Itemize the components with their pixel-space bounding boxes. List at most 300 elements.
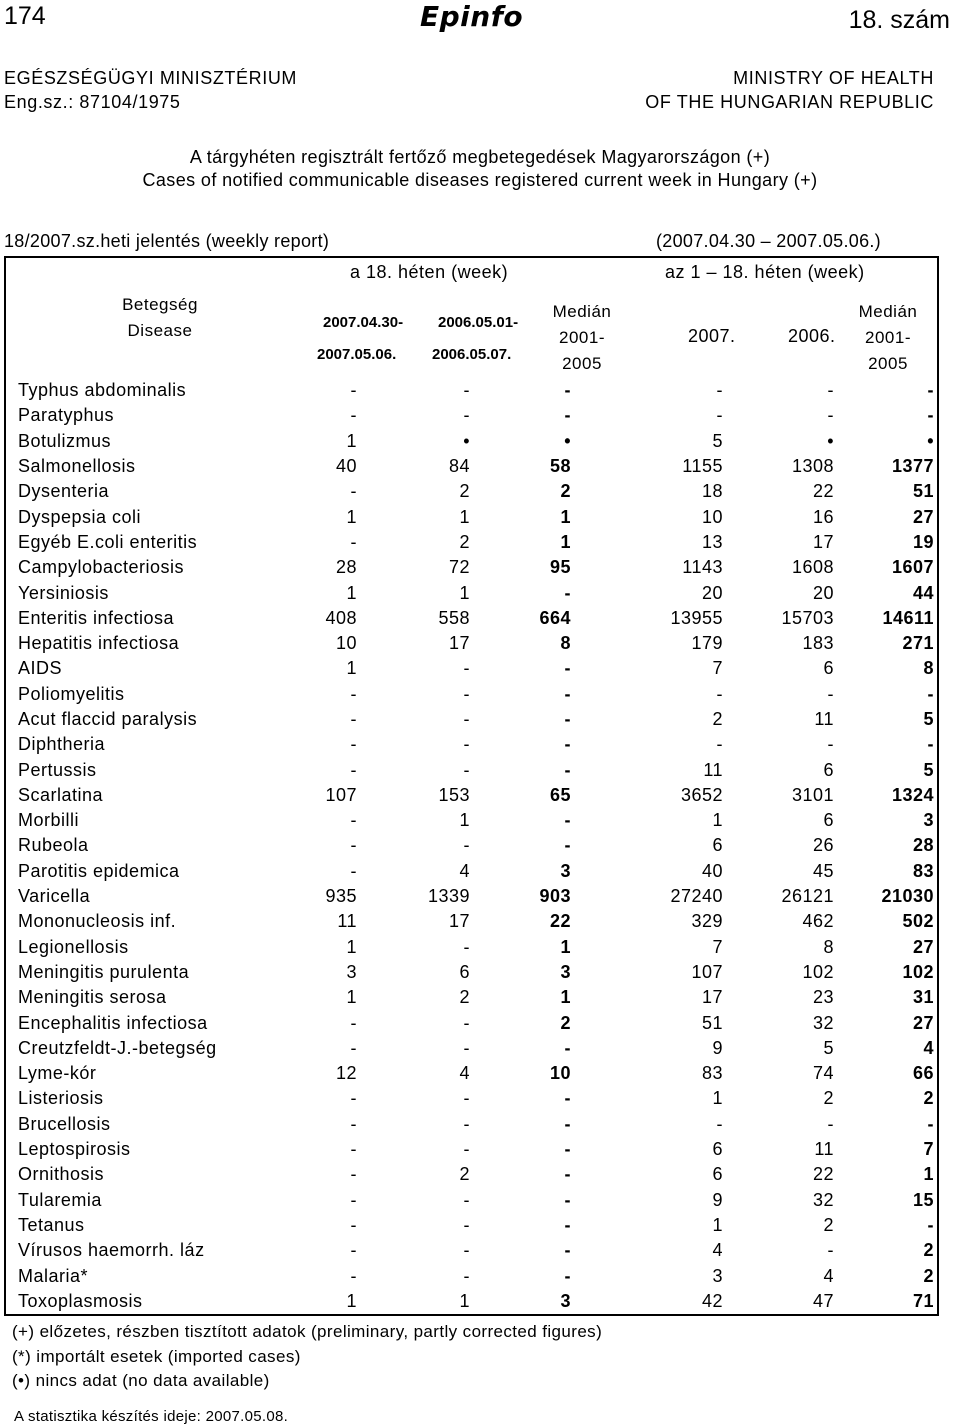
cell-week-2007: 40 — [335, 456, 357, 477]
table-row — [6, 783, 934, 808]
table-row — [6, 656, 934, 681]
cell-cum-2007: 107 — [691, 961, 723, 982]
cell-cum-2006: 26121 — [781, 886, 834, 907]
cell-week-2006: - — [463, 658, 470, 679]
ministry-hu: EGÉSZSÉGÜGYI MINISZTÉRIUM — [4, 68, 298, 88]
disease-name: Typhus abdominalis — [18, 380, 187, 401]
cell-week-median: - — [564, 759, 571, 780]
cell-week-median: - — [564, 1037, 571, 1058]
cell-week-2006: - — [463, 1088, 470, 1109]
disease-name: Vírusos haemorrh. láz — [18, 1240, 205, 1261]
cell-week-2006: - — [463, 1037, 470, 1058]
cell-week-2007: - — [350, 860, 357, 881]
cell-week-2007: - — [350, 1113, 357, 1134]
table-row — [6, 606, 934, 631]
cell-week-median: - — [564, 1139, 571, 1160]
disease-name: Egyéb E.coli enteritis — [18, 531, 198, 552]
note-imported: (*) importált esetek (imported cases) — [12, 1347, 301, 1366]
cell-week-2006: - — [463, 405, 470, 426]
table-row — [6, 1188, 934, 1213]
col-week-2006-start: 2006.05.01- — [438, 314, 519, 331]
cell-cum-2006: 20 — [812, 582, 834, 603]
median-years-end: 2005 — [868, 354, 908, 373]
group-header-cumulative: az 1 – 18. héten (week) — [665, 262, 865, 282]
cell-cum-2007: 17 — [701, 987, 723, 1008]
cell-cum-median: - — [927, 380, 934, 401]
cell-week-2006: 17 — [448, 633, 470, 654]
cell-week-2006: - — [463, 936, 470, 957]
cell-week-2007: 1 — [346, 430, 357, 451]
cell-week-median: 1 — [560, 506, 571, 527]
cell-cum-median: 71 — [912, 1290, 934, 1311]
disease-name: Hepatitis infectiosa — [18, 633, 180, 654]
cell-cum-2006: • — [827, 430, 834, 451]
disease-name: Botulizmus — [18, 430, 112, 451]
cell-cum-median: - — [927, 734, 934, 755]
cell-cum-median: 21030 — [881, 886, 934, 907]
median-label: Medián — [858, 302, 918, 321]
disease-header-hu: Betegség — [122, 295, 198, 314]
cell-week-2007: 107 — [325, 784, 357, 805]
cell-cum-median: 3 — [923, 810, 934, 831]
cell-week-2007: - — [350, 481, 357, 502]
disease-name: Brucellosis — [18, 1113, 111, 1134]
table-row — [6, 479, 934, 504]
table-row — [6, 1162, 934, 1187]
note-preliminary: (+) előzetes, részben tisztított adatok (preliminary, partly corrected figures) — [12, 1322, 603, 1341]
cell-week-2006: - — [463, 1214, 470, 1235]
col-week-2007-end: 2007.05.06. — [317, 346, 397, 363]
cell-cum-median: 502 — [902, 911, 934, 932]
cell-week-median: 1 — [560, 936, 571, 957]
cell-week-2007: - — [350, 1037, 357, 1058]
table-row — [6, 429, 934, 454]
ministry-en-line1: MINISTRY OF HEALTH — [733, 68, 934, 88]
disease-name: Poliomyelitis — [18, 683, 125, 704]
disease-name: Parotitis epidemica — [18, 860, 180, 881]
cell-cum-2006: 23 — [812, 987, 834, 1008]
epinfo-logo: Epinfo — [420, 0, 524, 33]
cell-cum-2007: 6 — [712, 1139, 723, 1160]
table-row — [6, 682, 934, 707]
cell-cum-median: - — [927, 683, 934, 704]
cell-week-median: - — [564, 1214, 571, 1235]
cell-week-median: - — [564, 380, 571, 401]
cell-week-2007: 3 — [346, 961, 357, 982]
disease-name: AIDS — [18, 658, 63, 679]
cell-week-2007: 1 — [346, 582, 357, 603]
cell-cum-2006: 462 — [802, 911, 834, 932]
cell-cum-2007: 7 — [712, 936, 723, 957]
cell-cum-2006: - — [827, 405, 834, 426]
table-row — [6, 1010, 934, 1035]
cell-cum-median: - — [927, 1113, 934, 1134]
col-cum-2006: 2006. — [788, 326, 836, 346]
cell-cum-2006: 22 — [812, 1164, 834, 1185]
cell-cum-2007: 2 — [712, 709, 723, 729]
cell-week-median: - — [564, 1265, 571, 1286]
disease-name: Enteritis infectiosa — [18, 607, 175, 628]
cell-week-2006: 2 — [459, 1164, 470, 1185]
disease-name: Yersiniosis — [18, 582, 109, 603]
report-label: 18/2007.sz.heti jelentés (weekly report) — [4, 231, 330, 251]
title-en: Cases of notified communicable diseases registered current week in Hungary (+) — [142, 170, 818, 190]
cell-week-median: 95 — [549, 557, 571, 578]
cell-cum-2006: - — [827, 1240, 834, 1261]
cell-cum-2007: 11 — [703, 759, 723, 780]
disease-name: Scarlatina — [18, 784, 104, 805]
cell-week-2006: - — [463, 1265, 470, 1286]
cell-cum-median: 1324 — [891, 784, 934, 805]
cell-cum-median: 8 — [923, 658, 934, 679]
cell-cum-median: 1607 — [891, 557, 934, 578]
cell-cum-median: 1377 — [891, 456, 934, 477]
cell-cum-2006: - — [827, 1113, 834, 1134]
cell-week-2007: 10 — [335, 633, 357, 654]
table-row — [6, 1036, 934, 1061]
cell-week-2006: - — [463, 835, 470, 856]
cell-cum-median: - — [927, 1214, 934, 1235]
cell-week-2006: - — [463, 709, 470, 729]
cell-week-2007: - — [350, 531, 357, 552]
cell-cum-2006: 11 — [814, 1139, 834, 1160]
cell-cum-2006: 16 — [812, 506, 834, 527]
cell-week-median: 903 — [539, 886, 571, 907]
cell-cum-median: 1 — [923, 1164, 934, 1185]
table-row — [6, 580, 934, 605]
table-row — [6, 1289, 934, 1314]
cell-week-2006: 2 — [459, 481, 470, 502]
cell-cum-2007: 1 — [712, 1088, 723, 1109]
cell-week-2006: - — [463, 1240, 470, 1261]
cell-week-median: - — [564, 1113, 571, 1134]
table-row — [6, 1137, 934, 1162]
disease-name: Rubeola — [18, 835, 89, 856]
median-years-end: 2005 — [562, 354, 602, 373]
cell-cum-median: 4 — [923, 1037, 934, 1058]
cell-week-median: 3 — [560, 1290, 571, 1311]
col-cum-2007: 2007. — [688, 326, 736, 346]
note-no-data: (•) nincs adat (no data available) — [12, 1371, 270, 1390]
cell-week-2007: 1 — [346, 658, 357, 679]
disease-table — [6, 378, 934, 1314]
cell-week-2006: 84 — [448, 456, 470, 477]
cell-week-2006: 1 — [459, 506, 470, 527]
cell-cum-2007: - — [716, 734, 723, 755]
table-row — [6, 833, 934, 858]
col-week-median — [537, 299, 627, 377]
table-row — [6, 935, 934, 960]
cell-cum-2006: 8 — [823, 936, 834, 957]
cell-week-2006: 1339 — [427, 886, 470, 907]
cell-cum-2007: 83 — [701, 1063, 723, 1084]
cell-cum-median: 28 — [912, 835, 934, 856]
cell-week-2007: 28 — [335, 557, 357, 578]
cell-week-median: 1 — [560, 531, 571, 552]
cell-week-2007: - — [350, 759, 357, 780]
disease-name: Encephalitis infectiosa — [18, 1012, 208, 1033]
cell-week-2007: - — [350, 810, 357, 831]
cell-cum-2006: 32 — [812, 1189, 834, 1210]
cell-cum-2006: 26 — [812, 835, 834, 856]
disease-name: Dysenteria — [18, 481, 110, 502]
cell-cum-2007: 1155 — [682, 456, 723, 477]
cell-week-median: 22 — [549, 911, 571, 932]
cell-week-2006: 558 — [438, 607, 470, 628]
cell-cum-median: 15 — [912, 1189, 934, 1210]
cell-week-2007: 11 — [337, 911, 357, 932]
cell-cum-2007: 20 — [701, 582, 723, 603]
cell-week-2007: - — [350, 1214, 357, 1235]
cell-cum-median: 31 — [912, 987, 934, 1008]
disease-name: Paratyphus — [18, 405, 115, 426]
cell-week-2006: 1 — [459, 1290, 470, 1311]
cell-cum-2006: 6 — [823, 810, 834, 831]
table-row — [6, 884, 934, 909]
cell-week-median: 65 — [549, 784, 571, 805]
table-row — [6, 909, 934, 934]
cell-cum-2006: 102 — [802, 961, 834, 982]
cell-week-2006: 153 — [438, 784, 470, 805]
disease-name: Mononucleosis inf. — [18, 911, 177, 932]
cell-cum-2006: 74 — [812, 1063, 834, 1084]
cell-week-median: 10 — [549, 1063, 571, 1084]
disease-name: Meningitis purulenta — [18, 961, 190, 982]
cell-cum-2006: 22 — [812, 481, 834, 502]
disease-name: Meningitis serosa — [18, 987, 167, 1008]
disease-header — [90, 292, 230, 344]
cell-week-2007: - — [350, 1189, 357, 1210]
table-row — [6, 707, 934, 732]
cell-cum-2006: 6 — [823, 658, 834, 679]
cell-cum-2007: 42 — [701, 1290, 723, 1311]
cell-week-2006: - — [463, 734, 470, 755]
table-row — [6, 757, 934, 782]
cell-week-2007: 1 — [346, 987, 357, 1008]
cell-cum-2007: 3652 — [680, 784, 723, 805]
cell-week-2007: 1 — [346, 936, 357, 957]
table-row — [6, 1238, 934, 1263]
cell-cum-median: 102 — [902, 961, 934, 982]
cell-week-median: - — [564, 582, 571, 603]
table-row — [6, 454, 934, 479]
cell-cum-2007: 4 — [712, 1240, 723, 1261]
table-row — [6, 960, 934, 985]
cell-week-2006: 72 — [448, 557, 470, 578]
cell-cum-2006: 11 — [814, 709, 834, 729]
cell-week-2006: - — [463, 1189, 470, 1210]
cell-cum-2007: 9 — [712, 1037, 723, 1058]
cell-cum-2006: - — [827, 734, 834, 755]
cell-cum-median: 7 — [923, 1139, 934, 1160]
disease-name: Creutzfeldt-J.-betegség — [18, 1037, 217, 1058]
cell-cum-2006: 6 — [823, 759, 834, 780]
cell-cum-2007: 3 — [712, 1265, 723, 1286]
cell-cum-2007: 1 — [712, 810, 723, 831]
cell-cum-median: 5 — [923, 759, 934, 780]
table-row — [6, 732, 934, 757]
cell-week-median: 2 — [560, 481, 571, 502]
cell-cum-median: 66 — [912, 1063, 934, 1084]
table-row — [6, 1086, 934, 1111]
cell-cum-2007: 6 — [712, 835, 723, 856]
cell-cum-2006: 3101 — [791, 784, 834, 805]
cell-cum-2006: 32 — [812, 1012, 834, 1033]
cell-week-2007: 935 — [325, 886, 357, 907]
cell-cum-median: 271 — [902, 633, 934, 654]
cell-cum-2006: - — [827, 683, 834, 704]
cell-cum-median: 2 — [923, 1265, 934, 1286]
disease-name: Morbilli — [18, 810, 80, 831]
cell-week-median: - — [564, 835, 571, 856]
col-cum-median — [843, 299, 933, 377]
cell-cum-2006: 1608 — [791, 557, 834, 578]
disease-header-en: Disease — [127, 321, 193, 340]
cell-week-median: - — [564, 1189, 571, 1210]
cell-week-median: 58 — [549, 456, 571, 477]
cell-week-2006: 6 — [459, 961, 470, 982]
cell-cum-2007: - — [716, 683, 723, 704]
cell-week-2007: - — [350, 835, 357, 856]
cell-cum-2007: 27240 — [670, 886, 723, 907]
generated-date: A statisztika készítés ideje: 2007.05.08. — [14, 1408, 289, 1425]
cell-cum-2007: - — [716, 1113, 723, 1134]
cell-week-2007: - — [350, 709, 357, 729]
cell-week-median: 3 — [560, 860, 571, 881]
cell-week-2007: - — [350, 1012, 357, 1033]
cell-cum-2007: 51 — [701, 1012, 723, 1033]
cell-cum-2007: 5 — [712, 430, 723, 451]
disease-name: Pertussis — [18, 759, 97, 780]
cell-cum-2007: 1 — [712, 1214, 723, 1235]
cell-cum-2007: 13 — [701, 531, 723, 552]
cell-week-2007: - — [350, 1088, 357, 1109]
table-row — [6, 403, 934, 428]
cell-week-median: - — [564, 734, 571, 755]
cell-week-2007: 1 — [346, 506, 357, 527]
disease-name: Varicella — [18, 886, 91, 907]
disease-name: Salmonellosis — [18, 456, 136, 477]
cell-week-2007: 1 — [346, 1290, 357, 1311]
table-row — [6, 1263, 934, 1288]
issue-number: 18. szám — [848, 6, 950, 34]
cell-week-2006: 4 — [459, 860, 470, 881]
disease-name: Legionellosis — [18, 936, 129, 957]
col-week-2007-start: 2007.04.30- — [323, 314, 404, 331]
page-number: 174 — [4, 2, 46, 30]
disease-name: Toxoplasmosis — [18, 1290, 143, 1311]
cell-cum-2006: 2 — [823, 1088, 834, 1109]
cell-cum-2006: - — [827, 380, 834, 401]
cell-cum-2006: 45 — [812, 860, 834, 881]
disease-name: Acut flaccid paralysis — [18, 709, 198, 729]
cell-cum-2007: 6 — [712, 1164, 723, 1185]
cell-cum-2007: 7 — [712, 658, 723, 679]
cell-cum-median: 27 — [912, 936, 934, 957]
cell-week-median: - — [564, 1164, 571, 1185]
table-row — [6, 378, 934, 403]
cell-week-median: - — [564, 658, 571, 679]
cell-week-2007: - — [350, 683, 357, 704]
cell-cum-median: 27 — [912, 1012, 934, 1033]
cell-week-2007: 12 — [335, 1063, 357, 1084]
table-row — [6, 555, 934, 580]
cell-week-2006: - — [463, 1113, 470, 1134]
median-label: Medián — [552, 302, 612, 321]
cell-cum-2006: 2 — [823, 1214, 834, 1235]
cell-week-2007: - — [350, 380, 357, 401]
cell-week-median: - — [564, 709, 571, 729]
cell-cum-2007: 13955 — [670, 607, 723, 628]
cell-week-2006: 17 — [448, 911, 470, 932]
cell-week-median: - — [564, 1088, 571, 1109]
cell-cum-median: 27 — [912, 506, 934, 527]
cell-cum-median: 14611 — [882, 607, 934, 628]
cell-cum-2007: - — [716, 405, 723, 426]
cell-cum-2007: 10 — [701, 506, 723, 527]
disease-name: Malaria* — [18, 1265, 89, 1286]
cell-cum-2007: 18 — [701, 481, 723, 502]
cell-week-median: 8 — [560, 633, 571, 654]
cell-week-2006: • — [463, 430, 470, 451]
table-row — [6, 1213, 934, 1238]
table-row — [6, 859, 934, 884]
cell-cum-median: 83 — [912, 860, 934, 881]
disease-name: Diphtheria — [18, 734, 106, 755]
cell-week-2006: - — [463, 759, 470, 780]
cell-cum-2006: 15703 — [781, 607, 834, 628]
table-row — [6, 1061, 934, 1086]
table-row — [6, 504, 934, 529]
median-years-start: 2001- — [865, 328, 911, 347]
cell-week-2007: - — [350, 405, 357, 426]
cell-cum-median: - — [927, 405, 934, 426]
table-row — [6, 808, 934, 833]
cell-week-2007: - — [350, 1265, 357, 1286]
disease-name: Leptospirosis — [18, 1139, 131, 1160]
disease-name: Dyspepsia coli — [18, 506, 142, 527]
cell-cum-2007: 9 — [712, 1189, 723, 1210]
cell-cum-median: 51 — [912, 481, 934, 502]
cell-cum-median: 2 — [923, 1088, 934, 1109]
cell-cum-2007: 40 — [701, 860, 723, 881]
disease-name: Listeriosis — [18, 1088, 104, 1109]
cell-cum-2006: 5 — [823, 1037, 834, 1058]
col-week-2006-end: 2006.05.07. — [432, 346, 512, 363]
cell-week-median: • — [564, 430, 571, 451]
ministry-en-line2: OF THE HUNGARIAN REPUBLIC — [645, 92, 934, 112]
cell-week-2006: 2 — [459, 987, 470, 1008]
cell-week-median: 2 — [560, 1012, 571, 1033]
disease-name: Lyme-kór — [18, 1063, 97, 1084]
cell-week-median: 3 — [560, 961, 571, 982]
disease-name: Ornithosis — [18, 1164, 105, 1185]
cell-week-median: 1 — [560, 987, 571, 1008]
disease-name: Campylobacteriosis — [18, 557, 185, 578]
cell-cum-2007: 179 — [691, 633, 723, 654]
report-period: (2007.04.30 – 2007.05.06.) — [656, 231, 881, 251]
cell-cum-2007: - — [716, 380, 723, 401]
cell-week-median: - — [564, 683, 571, 704]
cell-week-2006: 1 — [459, 810, 470, 831]
cell-cum-median: 44 — [912, 582, 934, 603]
cell-week-2006: 2 — [459, 531, 470, 552]
cell-cum-2006: 17 — [812, 531, 834, 552]
cell-cum-2006: 47 — [812, 1290, 834, 1311]
title-hu: A tárgyhéten regisztrált fertőző megbetegedések Magyarországon (+) — [189, 147, 771, 167]
cell-cum-2006: 183 — [802, 633, 834, 654]
cell-week-2007: - — [350, 1240, 357, 1261]
